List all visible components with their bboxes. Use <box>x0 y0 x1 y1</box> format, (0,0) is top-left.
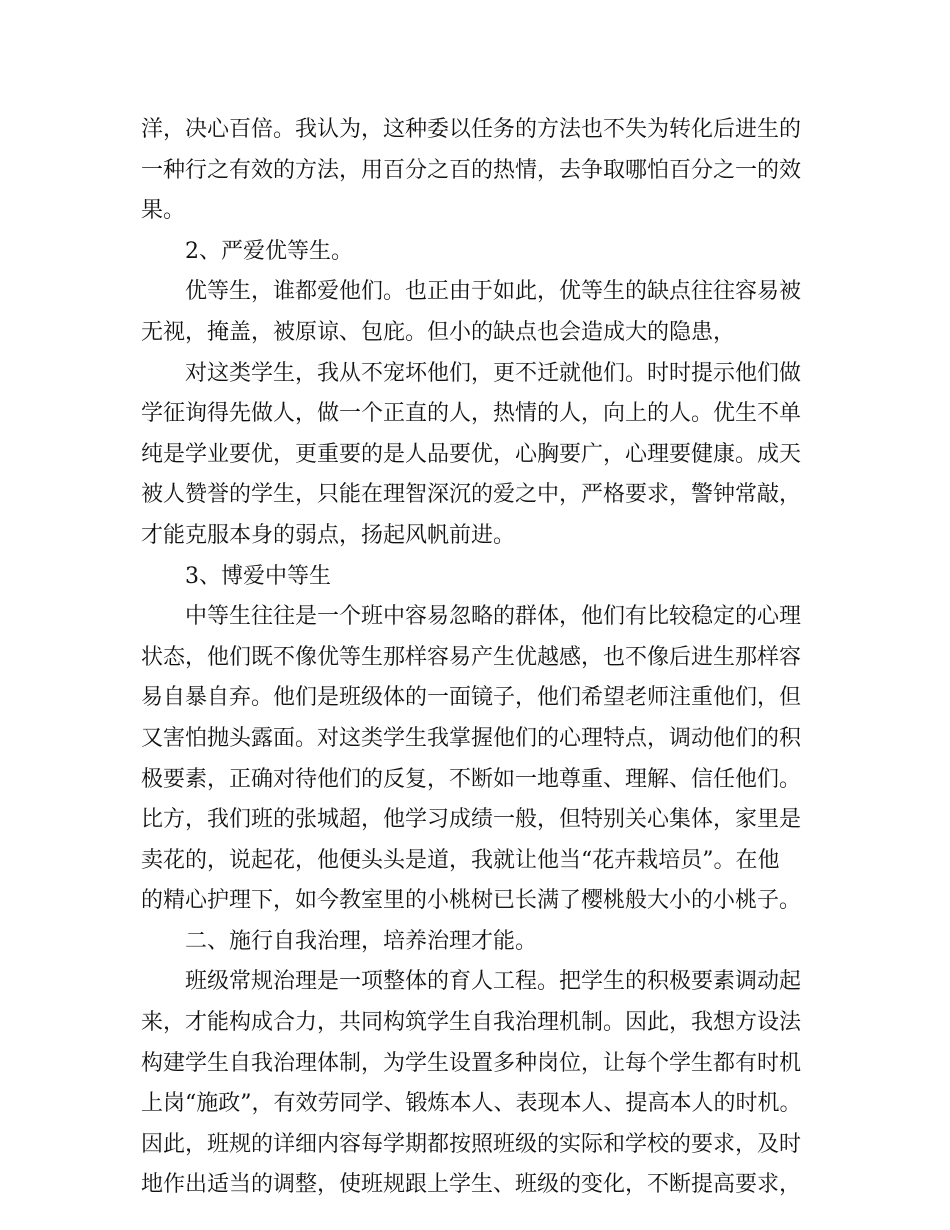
text-line: 对这类学生，我从不宠坏他们，更不迁就他们。时时提示他们做 <box>185 360 802 386</box>
text-line: 班级常规治理是一项整体的育人工程。把学生的积极要素调动起 <box>185 969 802 995</box>
text-line: 果。 <box>141 198 186 224</box>
text-line: 3、博爱中等生 <box>185 563 331 589</box>
text-line: 才能克服本身的弱点，扬起风帆前进。 <box>141 522 516 548</box>
text-line: 来，才能构成合力，共同构筑学生自我治理机制。因此，我想方设法 <box>141 1010 802 1036</box>
text-line: 中等生往往是一个班中容易忽略的群体，他们有比较稳定的心理 <box>185 604 802 630</box>
text-line: 上岗“施政”，有效劳同学、锻炼本人、表现本人、提高本人的时机。 <box>141 1091 802 1117</box>
text-line: 纯是学业要优，更重要的是人品要优，心胸要广，心理要健康。成天 <box>141 441 802 467</box>
text-line: 比方，我们班的张城超，他学习成绩一般，但特别关心集体，家里是 <box>141 807 802 833</box>
text-line: 2、严爱优等生。 <box>185 238 353 264</box>
text-line: 一种行之有效的方法，用百分之百的热情，去争取哪怕百分之一的效 <box>141 157 802 183</box>
text-line: 洋，决心百倍。我认为，这种委以任务的方法也不失为转化后进生的 <box>141 117 802 142</box>
text-line: 地作出适当的调整，使班规跟上学生、班级的变化，不断提高要求， <box>141 1172 802 1198</box>
text-line: 卖花的，说起花，他便头头是道，我就让他当“花卉栽培员”。在他 <box>141 847 780 873</box>
text-line: 二、施行自我治理，培养治理才能。 <box>185 928 538 954</box>
text-line: 又害怕抛头露面。对这类学生我掌握他们的心理特点，调动他们的积 <box>141 725 802 751</box>
text-line: 构建学生自我治理体制，为学生设置多种岗位，让每个学生都有时机 <box>141 1050 802 1076</box>
text-line: 优等生，谁都爱他们。也正由于如此，优等生的缺点往往容易被 <box>185 279 802 305</box>
text-line: 的精心护理下，如今教室里的小桃树已长满了樱桃般大小的小桃子。 <box>141 888 802 914</box>
text-line: 被人赞誉的学生，只能在理智深沉的爱之中，严格要求，警钟常敲， <box>141 482 802 508</box>
text-line: 极要素，正确对待他们的反复，不断如一地尊重、理解、信任他们。 <box>141 766 802 792</box>
text-line: 因此，班规的详细内容每学期都按照班级的实际和学校的要求，及时 <box>141 1131 802 1157</box>
text-line: 无视，掩盖，被原谅、包庇。但小的缺点也会造成大的隐患， <box>141 319 736 345</box>
text-line: 状态，他们既不像优等生那样容易产生优越感，也不像后进生那样容 <box>141 644 802 670</box>
text-line: 学征询得先做人，做一个正直的人，热情的人，向上的人。优生不单 <box>141 401 802 427</box>
text-line: 易自暴自弃。他们是班级体的一面镜子，他们希望老师注重他们，但 <box>141 685 802 711</box>
body-text <box>141 110 821 1206</box>
